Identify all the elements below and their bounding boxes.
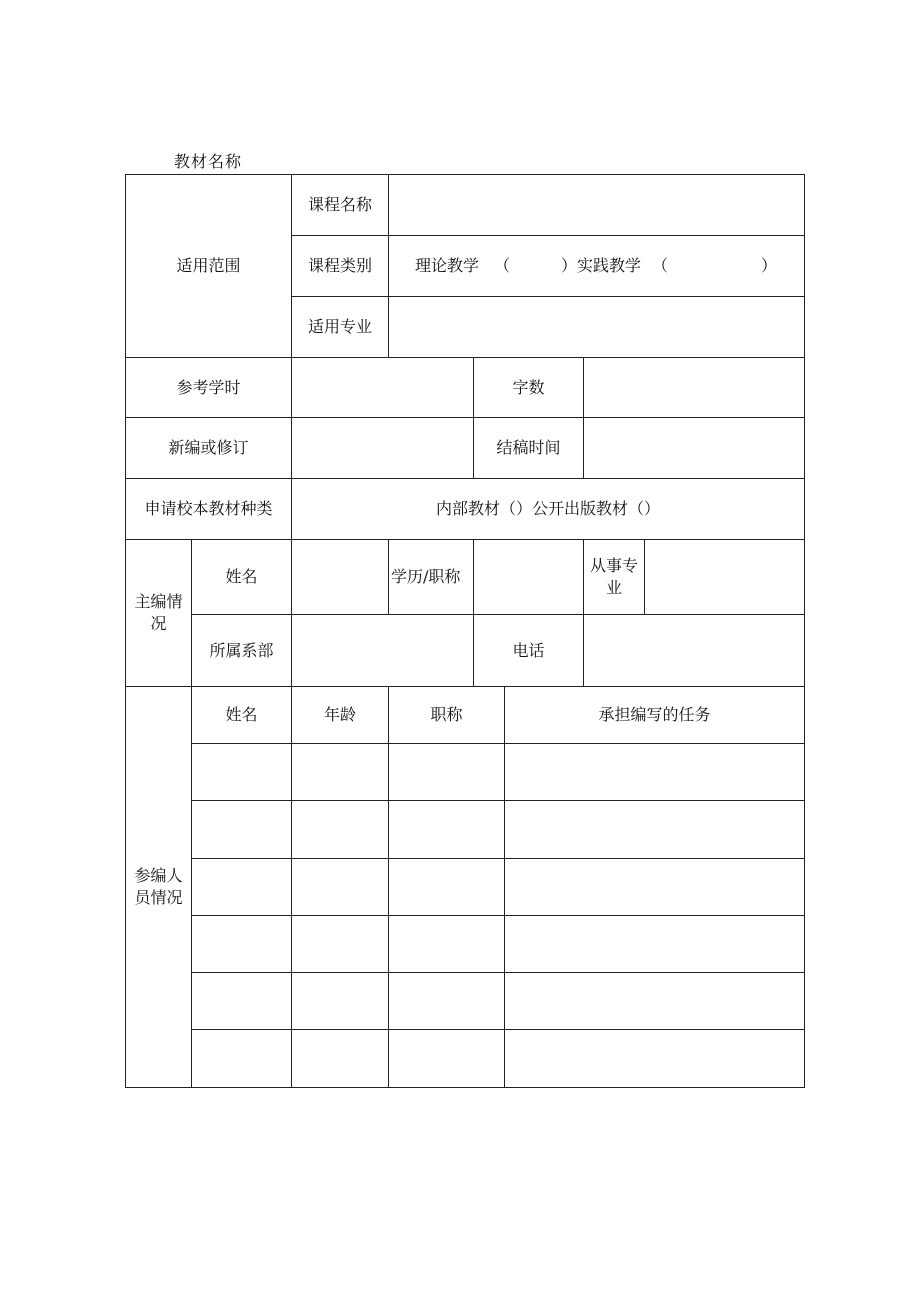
contributor-title-cell[interactable] — [389, 1030, 505, 1088]
hours-value[interactable] — [292, 358, 474, 418]
chief-editor-education-title-label: 学历/职称 — [389, 540, 474, 615]
contributor-age-cell[interactable] — [292, 859, 389, 916]
contributors-header-age: 年龄 — [292, 687, 389, 744]
contributors-label-line2: 员情况 — [134, 888, 183, 907]
contributor-task-cell[interactable] — [505, 973, 805, 1030]
contributor-name-cell[interactable] — [192, 916, 292, 973]
row-contributors-header — [126, 687, 805, 744]
course-type-practice-open-paren: （ — [652, 256, 669, 275]
contributor-row — [126, 744, 805, 801]
chief-editor-label-line2: 况 — [150, 614, 167, 633]
contributors-header-task: 承担编写的任务 — [505, 687, 805, 744]
chief-editor-label-line1: 主编情 — [134, 592, 183, 611]
form-title: 教材名称 — [174, 152, 243, 171]
contributor-age-cell[interactable] — [292, 744, 389, 801]
contributor-title-cell[interactable] — [389, 916, 505, 973]
contributor-row — [126, 859, 805, 916]
chief-editor-major-label-line2: 业 — [606, 578, 623, 597]
contributor-row — [126, 1030, 805, 1088]
textbook-application-form — [125, 174, 805, 1088]
course-type-value[interactable] — [389, 236, 805, 297]
word-count-label: 字数 — [474, 358, 584, 418]
row-hours — [126, 358, 805, 418]
contributor-name-cell[interactable] — [192, 859, 292, 916]
contributor-row — [126, 916, 805, 973]
contributor-task-cell[interactable] — [505, 744, 805, 801]
course-type-theory-open-paren: （ — [494, 256, 511, 275]
chief-editor-education-title-value[interactable] — [474, 540, 584, 615]
contributors-header-title: 职称 — [389, 687, 505, 744]
course-type-theory-close-paren: ） — [561, 256, 578, 275]
textbook-type-options[interactable]: 内部教材（）公开出版教材（） — [292, 479, 805, 540]
chief-editor-major-label — [584, 540, 645, 615]
chief-editor-department-label: 所属系部 — [192, 615, 292, 687]
contributor-task-cell[interactable] — [505, 916, 805, 973]
contributor-task-cell[interactable] — [505, 1030, 805, 1088]
hours-label: 参考学时 — [126, 358, 292, 418]
contributor-name-cell[interactable] — [192, 801, 292, 859]
contributor-title-cell[interactable] — [389, 744, 505, 801]
contributors-header-name: 姓名 — [192, 687, 292, 744]
course-type-practice-close-paren: ） — [761, 256, 778, 275]
chief-editor-major-label-line1: 从事专 — [590, 556, 639, 575]
contributor-name-cell[interactable] — [192, 744, 292, 801]
contributors-label — [126, 687, 192, 1088]
completion-time-value[interactable] — [584, 418, 805, 479]
contributor-row — [126, 801, 805, 859]
contributor-title-cell[interactable] — [389, 801, 505, 859]
completion-time-label: 结稿时间 — [474, 418, 584, 479]
new-or-revised-value[interactable] — [292, 418, 474, 479]
row-new-revised — [126, 418, 805, 479]
course-type-label: 课程类别 — [292, 236, 389, 297]
contributor-title-cell[interactable] — [389, 973, 505, 1030]
course-name-label: 课程名称 — [292, 175, 389, 236]
chief-editor-major-value[interactable] — [645, 540, 805, 615]
scope-label: 适用范围 — [126, 175, 292, 358]
course-type-practice: 实践教学 — [577, 256, 642, 275]
contributor-age-cell[interactable] — [292, 801, 389, 859]
contributor-age-cell[interactable] — [292, 1030, 389, 1088]
textbook-type-label: 申请校本教材种类 — [126, 479, 292, 540]
contributor-row — [126, 973, 805, 1030]
row-chief-editor-1 — [126, 540, 805, 615]
chief-editor-phone-value[interactable] — [584, 615, 805, 687]
major-value[interactable] — [389, 297, 805, 358]
contributor-title-cell[interactable] — [389, 859, 505, 916]
contributors-label-line1: 参编人 — [134, 866, 183, 885]
row-textbook-type — [126, 479, 805, 540]
contributor-task-cell[interactable] — [505, 859, 805, 916]
course-name-value[interactable] — [389, 175, 805, 236]
chief-editor-name-label: 姓名 — [192, 540, 292, 615]
major-label: 适用专业 — [292, 297, 389, 358]
contributor-age-cell[interactable] — [292, 973, 389, 1030]
new-or-revised-label: 新编或修订 — [126, 418, 292, 479]
row-course-name — [126, 175, 805, 236]
chief-editor-phone-label: 电话 — [474, 615, 584, 687]
contributor-name-cell[interactable] — [192, 1030, 292, 1088]
contributor-age-cell[interactable] — [292, 916, 389, 973]
chief-editor-name-value[interactable] — [292, 540, 389, 615]
course-type-theory: 理论教学 — [415, 256, 480, 275]
word-count-value[interactable] — [584, 358, 805, 418]
chief-editor-label — [126, 540, 192, 687]
contributor-name-cell[interactable] — [192, 973, 292, 1030]
chief-editor-department-value[interactable] — [292, 615, 474, 687]
contributor-task-cell[interactable] — [505, 801, 805, 859]
row-chief-editor-2 — [126, 615, 805, 687]
